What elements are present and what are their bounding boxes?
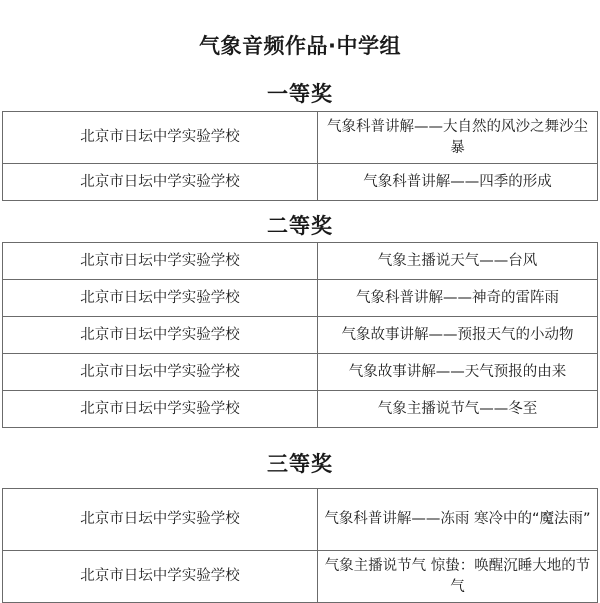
table-row (3, 243, 598, 280)
work-title-cell: 气象主播说节气 惊蛰：唤醒沉睡大地的节气 (318, 551, 598, 603)
table-row (3, 112, 598, 164)
school-cell: 北京市日坛中学实验学校 (3, 243, 318, 280)
work-title-cell: 气象科普讲解——大自然的风沙之舞沙尘暴 (318, 112, 598, 164)
work-title-cell: 气象主播说天气——台风 (318, 243, 598, 280)
first-prize-table (2, 111, 598, 201)
school-cell: 北京市日坛中学实验学校 (3, 551, 318, 603)
third-prize-table (2, 488, 598, 603)
school-cell: 北京市日坛中学实验学校 (3, 280, 318, 317)
table-row (3, 551, 598, 603)
table-row (3, 317, 598, 354)
page-title: 气象音频作品·中学组 (199, 34, 401, 58)
work-title-cell: 气象故事讲解——天气预报的由来 (318, 354, 598, 391)
school-cell: 北京市日坛中学实验学校 (3, 112, 318, 164)
third-prize-heading: 三等奖 (267, 452, 333, 476)
work-title-cell: 气象故事讲解——预报天气的小动物 (318, 317, 598, 354)
school-cell: 北京市日坛中学实验学校 (3, 164, 318, 201)
second-prize-heading: 二等奖 (267, 214, 333, 238)
school-cell: 北京市日坛中学实验学校 (3, 354, 318, 391)
work-title-cell: 气象科普讲解——四季的形成 (318, 164, 598, 201)
table-row (3, 489, 598, 551)
table-row (3, 391, 598, 428)
school-cell: 北京市日坛中学实验学校 (3, 489, 318, 551)
work-title-cell: 气象主播说节气——冬至 (318, 391, 598, 428)
table-row (3, 280, 598, 317)
school-cell: 北京市日坛中学实验学校 (3, 391, 318, 428)
school-cell: 北京市日坛中学实验学校 (3, 317, 318, 354)
work-title-cell: 气象科普讲解——神奇的雷阵雨 (318, 280, 598, 317)
table-row (3, 164, 598, 201)
table-row (3, 354, 598, 391)
second-prize-table (2, 242, 598, 428)
work-title-cell: 气象科普讲解——冻雨 寒冷中的“魔法雨” (318, 489, 598, 551)
first-prize-heading: 一等奖 (267, 82, 333, 106)
